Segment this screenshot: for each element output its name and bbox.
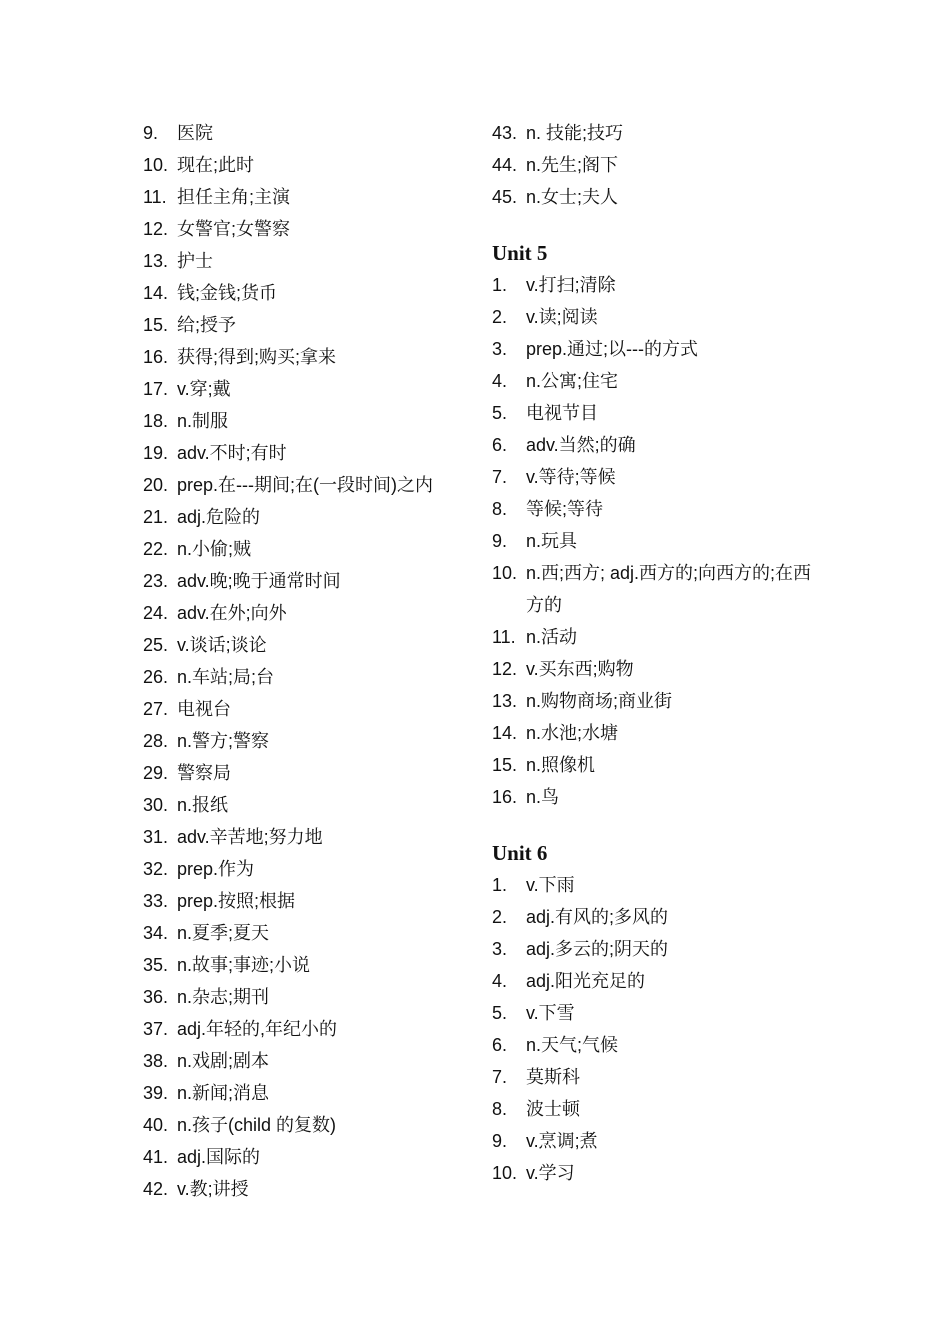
vocab-entry [143, 277, 463, 309]
vocab-entry [492, 429, 812, 461]
entry-definition: n.戏剧;剧本 [177, 1051, 270, 1071]
entry-number: 26. [143, 667, 169, 687]
entry-number: 12. [143, 219, 169, 239]
entry-number: 14. [492, 723, 518, 743]
entry-definition: 波士顿 [526, 1099, 580, 1119]
vocab-entry [492, 1061, 812, 1093]
vocab-entry [143, 149, 463, 181]
entry-number: 15. [143, 315, 169, 335]
entry-definition: prep.作为 [177, 859, 255, 879]
vocab-entry [143, 533, 463, 565]
entry-number: 36. [143, 987, 169, 1007]
entry-definition: v.读;阅读 [526, 307, 598, 327]
entry-definition: 医院 [177, 123, 213, 143]
vocab-entry [492, 397, 812, 429]
entry-number: 11. [492, 627, 516, 647]
right-column [492, 117, 812, 1189]
entry-definition: 现在;此时 [177, 155, 255, 175]
entry-number: 16. [492, 787, 518, 807]
unit5-title: Unit 5 [492, 241, 548, 265]
entry-number: 42. [143, 1179, 169, 1199]
entry-definition: adv.辛苦地;努力地 [177, 827, 323, 847]
entry-definition: v.烹调;煮 [526, 1131, 598, 1151]
vocab-entry [143, 565, 463, 597]
entry-number: 22. [143, 539, 169, 559]
vocab-entry [143, 821, 463, 853]
entry-definition: 护士 [177, 251, 213, 271]
entry-number: 23. [143, 571, 169, 591]
entry-definition: adv.在外;向外 [177, 603, 287, 623]
entry-number: 4. [492, 971, 508, 991]
vocab-entry [492, 1125, 812, 1157]
vocab-entry [492, 901, 812, 933]
entry-number: 25. [143, 635, 169, 655]
vocab-entry [492, 749, 812, 781]
entry-definition: n.购物商场;商业街 [526, 691, 673, 711]
vocab-entry [492, 301, 812, 333]
entry-number: 14. [143, 283, 169, 303]
entry-number: 9. [143, 123, 159, 143]
entry-number: 18. [143, 411, 169, 431]
entry-definition: v.穿;戴 [177, 379, 231, 399]
entry-number: 15. [492, 755, 518, 775]
entry-definition: n.警方;警察 [177, 731, 270, 751]
vocab-entry [492, 1093, 812, 1125]
entry-number: 24. [143, 603, 169, 623]
vocab-entry [143, 981, 463, 1013]
entry-number: 21. [143, 507, 169, 527]
entry-number: 29. [143, 763, 169, 783]
entry-number: 31. [143, 827, 169, 847]
vocab-entry [143, 1013, 463, 1045]
entry-number: 6. [492, 1035, 508, 1055]
vocab-entry [492, 333, 812, 365]
entry-definition: n.活动 [526, 627, 578, 647]
entry-number: 3. [492, 939, 508, 959]
entry-number: 33. [143, 891, 169, 911]
vocab-entry [492, 685, 812, 717]
vocab-entry [143, 437, 463, 469]
entry-number: 38. [143, 1051, 169, 1071]
entry-number: 34. [143, 923, 169, 943]
entry-number: 5. [492, 403, 508, 423]
entry-number: 19. [143, 443, 169, 463]
entry-definition: 获得;得到;购买;拿来 [177, 347, 337, 367]
vocab-entry [143, 1173, 463, 1205]
vocab-entry [143, 501, 463, 533]
entry-number: 1. [492, 275, 508, 295]
entry-number: 11. [143, 187, 167, 207]
entry-number: 12. [492, 659, 518, 679]
vocab-entry [492, 117, 812, 149]
entry-definition: n.天气;气候 [526, 1035, 619, 1055]
entry-number: 3. [492, 339, 508, 359]
vocab-entry [492, 653, 812, 685]
vocab-entry [492, 997, 812, 1029]
entry-number: 41. [143, 1147, 169, 1167]
unit5-list [492, 269, 812, 813]
entry-definition: n.夏季;夏天 [177, 923, 270, 943]
entry-definition: 等候;等待 [526, 499, 604, 519]
entry-definition: 警察局 [177, 763, 231, 783]
entry-number: 1. [492, 875, 508, 895]
entry-definition: n.西;西方; adj.西方的;向西方的;在西方的 [526, 563, 812, 615]
entry-definition: 莫斯科 [526, 1067, 580, 1087]
entry-definition: n.照像机 [526, 755, 596, 775]
entry-definition: n.鸟 [526, 787, 560, 807]
entry-definition: adj.国际的 [177, 1147, 261, 1167]
vocab-entry [143, 949, 463, 981]
entry-number: 5. [492, 1003, 508, 1023]
vocab-entry [143, 853, 463, 885]
entry-number: 27. [143, 699, 169, 719]
entry-number: 37. [143, 1019, 169, 1039]
entry-definition: adj.有风的;多风的 [526, 907, 669, 927]
vocab-entry [492, 621, 812, 653]
vocab-entry [143, 213, 463, 245]
entry-definition: prep.通过;以---的方式 [526, 339, 699, 359]
vocab-entry [492, 869, 812, 901]
vocab-entry [492, 557, 812, 621]
entry-definition: v.谈话;谈论 [177, 635, 267, 655]
entry-definition: adj.阳光充足的 [526, 971, 646, 991]
vocab-entry [143, 309, 463, 341]
vocab-entry [492, 1029, 812, 1061]
entry-number: 32. [143, 859, 169, 879]
entry-definition: v.打扫;清除 [526, 275, 616, 295]
entry-number: 10. [143, 155, 169, 175]
vocab-entry [143, 1077, 463, 1109]
entry-number: 43. [492, 123, 518, 143]
entry-number: 45. [492, 187, 518, 207]
vocab-entry [143, 693, 463, 725]
vocab-entry [492, 365, 812, 397]
vocab-entry [492, 933, 812, 965]
vocab-entry [143, 245, 463, 277]
entry-number: 39. [143, 1083, 169, 1103]
entry-definition: 钱;金钱;货币 [177, 283, 278, 303]
left-column [143, 117, 463, 1205]
entry-number: 20. [143, 475, 169, 495]
vocab-entry [492, 269, 812, 301]
entry-definition: n.杂志;期刊 [177, 987, 270, 1007]
entry-definition: v.教;讲授 [177, 1179, 249, 1199]
entry-definition: adv.当然;的确 [526, 435, 636, 455]
entry-number: 10. [492, 1163, 518, 1183]
entry-definition: 女警官;女警察 [177, 219, 291, 239]
entry-number: 2. [492, 907, 508, 927]
entry-number: 6. [492, 435, 508, 455]
entry-definition: n.车站;局;台 [177, 667, 275, 687]
entry-definition: adj.年轻的,年纪小的 [177, 1019, 338, 1039]
entry-number: 13. [492, 691, 518, 711]
vocab-entry [143, 405, 463, 437]
vocab-entry [143, 117, 463, 149]
entry-number: 28. [143, 731, 169, 751]
entry-definition: n.小偷;贼 [177, 539, 252, 559]
vocab-entry [143, 597, 463, 629]
entry-number: 8. [492, 1099, 508, 1119]
vocab-entry [143, 661, 463, 693]
entry-definition: n. 技能;技巧 [526, 123, 624, 143]
vocab-entry [143, 1109, 463, 1141]
entry-number: 7. [492, 467, 508, 487]
unit6-title: Unit 6 [492, 841, 548, 865]
vocab-entry [492, 461, 812, 493]
entry-definition: n.公寓;住宅 [526, 371, 619, 391]
vocab-entry [143, 469, 463, 501]
vocab-entry [143, 629, 463, 661]
vocab-entry [143, 789, 463, 821]
entry-definition: prep.在---期间;在(一段时间)之内 [177, 475, 433, 495]
vocab-entry [143, 757, 463, 789]
vocab-entry [492, 149, 812, 181]
entry-number: 10. [492, 563, 518, 583]
entry-definition: 给;授予 [177, 315, 237, 335]
entry-definition: n.制服 [177, 411, 229, 431]
vocab-entry [492, 965, 812, 997]
vocab-entry [143, 1045, 463, 1077]
entry-number: 4. [492, 371, 508, 391]
entry-definition: n.报纸 [177, 795, 229, 815]
unit6-list [492, 869, 812, 1189]
entry-definition: 电视台 [177, 699, 231, 719]
entry-definition: v.下雨 [526, 875, 575, 895]
entry-number: 35. [143, 955, 169, 975]
entry-definition: adj.危险的 [177, 507, 261, 527]
vocab-entry [143, 341, 463, 373]
entry-number: 7. [492, 1067, 508, 1087]
entry-definition: v.等待;等候 [526, 467, 616, 487]
entry-definition: adv.晚;晚于通常时间 [177, 571, 341, 591]
entry-definition: n.新闻;消息 [177, 1083, 270, 1103]
entry-number: 13. [143, 251, 169, 271]
entry-definition: v.下雪 [526, 1003, 575, 1023]
vocab-entry [143, 373, 463, 405]
vocab-entry [492, 781, 812, 813]
entry-number: 40. [143, 1115, 169, 1135]
entry-definition: n.故事;事迹;小说 [177, 955, 311, 975]
vocab-entry [492, 1157, 812, 1189]
entry-number: 17. [143, 379, 169, 399]
vocab-entry [143, 181, 463, 213]
entry-definition: adv.不时;有时 [177, 443, 287, 463]
entry-number: 9. [492, 531, 508, 551]
entry-number: 30. [143, 795, 169, 815]
entry-definition: n.水池;水塘 [526, 723, 619, 743]
entry-definition: prep.按照;根据 [177, 891, 296, 911]
entry-definition: v.学习 [526, 1163, 575, 1183]
entry-number: 9. [492, 1131, 508, 1151]
vocab-entry [143, 725, 463, 757]
entry-definition: 担任主角;主演 [177, 187, 291, 207]
unit4-continuation-list [492, 117, 812, 213]
entry-definition: adj.多云的;阴天的 [526, 939, 669, 959]
vocab-entry [143, 917, 463, 949]
entry-number: 16. [143, 347, 169, 367]
vocab-entry [492, 181, 812, 213]
entry-definition: n.先生;阁下 [526, 155, 619, 175]
entry-definition: 电视节目 [526, 403, 598, 423]
entry-number: 2. [492, 307, 508, 327]
entry-definition: n.玩具 [526, 531, 578, 551]
entry-number: 8. [492, 499, 508, 519]
entry-number: 44. [492, 155, 518, 175]
entry-definition: v.买东西;购物 [526, 659, 634, 679]
entry-definition: n.女士;夫人 [526, 187, 619, 207]
vocab-entry [492, 717, 812, 749]
vocab-entry [143, 1141, 463, 1173]
vocab-entry [492, 525, 812, 557]
vocab-entry [492, 493, 812, 525]
vocab-entry [143, 885, 463, 917]
entry-definition: n.孩子(child 的复数) [177, 1115, 337, 1135]
